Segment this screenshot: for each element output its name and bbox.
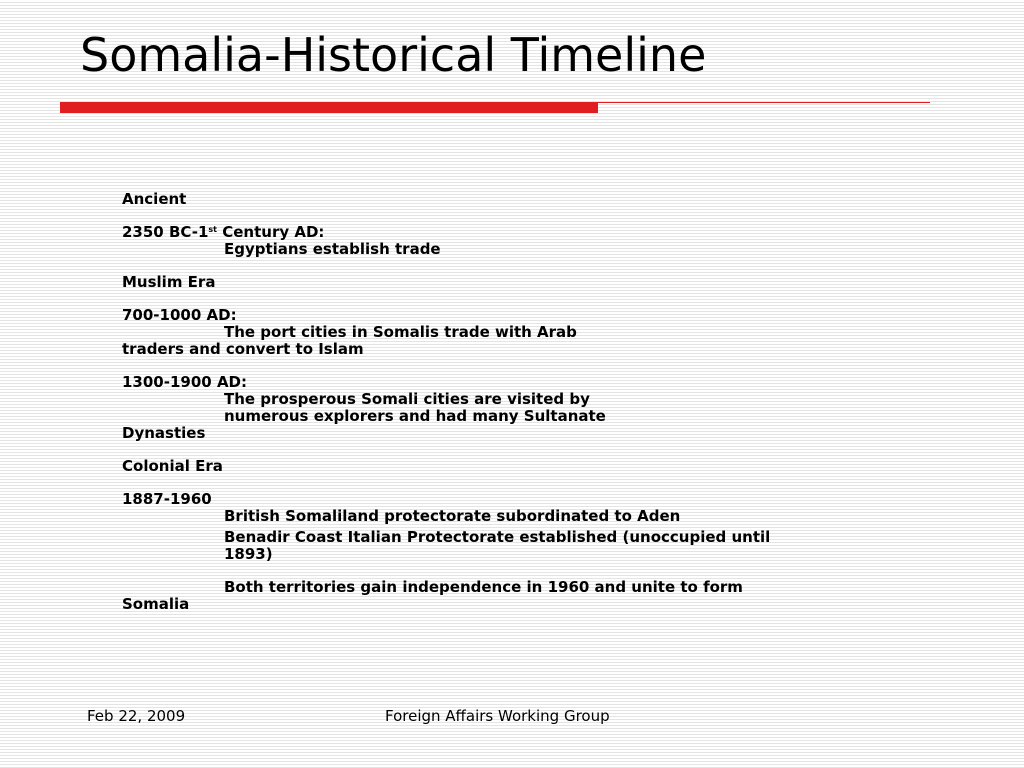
period-text-benadir-2: 1893) [224,545,273,563]
period-text-independence-1: Both territories gain independence in 1960 and unite to form [224,578,743,596]
footer-date: Feb 22, 2009 [87,707,186,725]
timeline-body [122,191,882,613]
period-label-700ad: 700-1000 AD: [122,306,237,324]
ordinal-superscript: st [208,225,218,234]
section-heading-ancient: Ancient [122,190,187,208]
period-label-2350bc [122,224,882,241]
period-text-prosperous-3: Dynasties [122,424,206,442]
period-text-port-cities-1: The port cities in Somalis trade with Arab [224,323,577,341]
slide-title: Somalia-Historical Timeline [80,28,707,82]
period-text-independence-2: Somalia [122,595,190,613]
period-text-egyptians: Egyptians establish trade [224,240,441,258]
footer-organization: Foreign Affairs Working Group [385,707,610,725]
period-label-1300ad: 1300-1900 AD: [122,373,248,391]
section-heading-muslim-era: Muslim Era [122,273,216,291]
title-underline-thin [598,102,930,103]
period-label-start: 2350 BC-1 [122,223,209,241]
period-text-prosperous-2: numerous explorers and had many Sultanate [224,407,606,425]
period-text-benadir-1: Benadir Coast Italian Protectorate established (unoccupied until [224,528,771,546]
period-text-port-cities-2: traders and convert to Islam [122,340,364,358]
period-label-1887: 1887-1960 [122,490,212,508]
section-heading-colonial-era: Colonial Era [122,457,223,475]
period-label-end: Century AD: [217,223,325,241]
period-text-british-somaliland: British Somaliland protectorate subordinated to Aden [224,507,681,525]
period-text-prosperous-1: The prosperous Somali cities are visited by [224,390,590,408]
title-underline-thick [60,102,598,113]
